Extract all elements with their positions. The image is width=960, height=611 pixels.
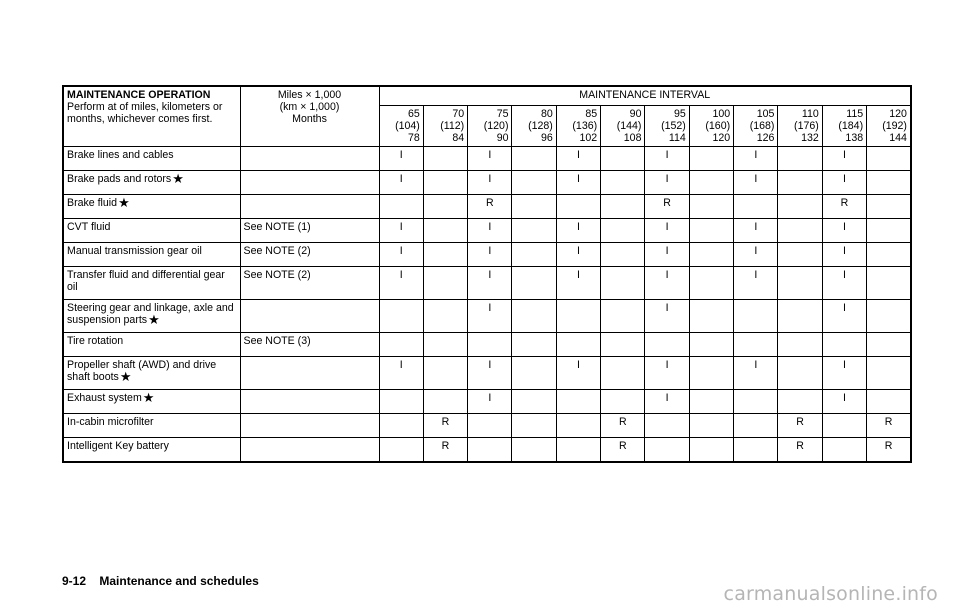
interval-cell (601, 267, 645, 300)
interval-cell: I (645, 300, 689, 333)
interval-cell: I (556, 357, 600, 390)
watermark: carmanualsonline.info (723, 583, 938, 605)
interval-cell: R (468, 195, 512, 219)
interval-cell: I (734, 147, 778, 171)
interval-months: 138 (845, 132, 864, 144)
interval-cell (601, 243, 645, 267)
interval-cell (689, 243, 733, 267)
interval-cell: I (645, 357, 689, 390)
interval-cell (778, 300, 822, 333)
interval-cell (778, 195, 822, 219)
interval-cell (556, 195, 600, 219)
interval-cell: R (423, 438, 467, 463)
interval-months: 90 (496, 132, 509, 144)
maintenance-item (63, 171, 240, 195)
interval-months: 114 (668, 132, 686, 144)
interval-cell: I (468, 171, 512, 195)
interval-cell: I (822, 219, 866, 243)
interval-header-cell (556, 106, 600, 147)
maintenance-operation-desc-line-1: Perform at of miles, kilometers or (67, 101, 223, 113)
interval-cell (689, 195, 733, 219)
interval-cell (867, 390, 911, 414)
interval-cell (556, 390, 600, 414)
interval-months: 120 (712, 132, 731, 144)
interval-cell (734, 195, 778, 219)
interval-cell: I (379, 357, 423, 390)
table-row (63, 300, 911, 333)
interval-cell: I (645, 243, 689, 267)
interval-header-cell (822, 106, 866, 147)
interval-cell (822, 333, 866, 357)
interval-header-cell (468, 106, 512, 147)
interval-cell: I (379, 147, 423, 171)
interval-cell (822, 438, 866, 463)
table-row (63, 438, 911, 463)
interval-cell (689, 171, 733, 195)
interval-cell (423, 390, 467, 414)
interval-cell (867, 147, 911, 171)
maintenance-item (63, 357, 240, 390)
interval-cell (601, 333, 645, 357)
interval-cell (423, 171, 467, 195)
interval-cell (556, 333, 600, 357)
interval-cell (867, 267, 911, 300)
interval-cell: I (468, 357, 512, 390)
star-icon: ★ (148, 312, 160, 327)
table-row (63, 171, 911, 195)
interval-cell (689, 219, 733, 243)
section-title: Maintenance and schedules (99, 574, 259, 588)
interval-cell (512, 333, 556, 357)
maintenance-note: See NOTE (2) (240, 267, 379, 300)
interval-months: 102 (579, 132, 598, 144)
maintenance-item (63, 267, 240, 300)
interval-cell (867, 333, 911, 357)
interval-km: (128) (528, 120, 553, 132)
maintenance-item (63, 438, 240, 463)
interval-cell: I (645, 390, 689, 414)
interval-cell (601, 219, 645, 243)
interval-cell (867, 171, 911, 195)
interval-months: 144 (889, 132, 907, 144)
interval-cell (601, 171, 645, 195)
interval-km: (120) (483, 120, 509, 132)
interval-header-cell (734, 106, 778, 147)
interval-cell (556, 438, 600, 463)
maintenance-item-label: Manual transmission gear oil (67, 245, 202, 257)
interval-cell (734, 438, 778, 463)
interval-cell (423, 267, 467, 300)
interval-miles: 75 (496, 108, 509, 120)
interval-header-cell (645, 106, 689, 147)
maintenance-item-label: Steering gear and linkage, axle and suspension parts (67, 302, 234, 326)
interval-cell (601, 390, 645, 414)
interval-miles: 65 (408, 108, 420, 120)
interval-cell: I (468, 243, 512, 267)
maintenance-note: See NOTE (2) (240, 243, 379, 267)
interval-miles: 105 (756, 108, 775, 120)
interval-km: (136) (572, 120, 598, 132)
interval-cell: R (645, 195, 689, 219)
interval-cell (689, 414, 733, 438)
maintenance-note (240, 195, 379, 219)
table-row (63, 267, 911, 300)
interval-cell (689, 438, 733, 463)
interval-cell: R (601, 438, 645, 463)
interval-header-cell (512, 106, 556, 147)
maintenance-item-label: Tire rotation (67, 335, 124, 347)
interval-cell: R (778, 438, 822, 463)
star-icon: ★ (172, 171, 184, 186)
interval-cell: R (778, 414, 822, 438)
star-icon: ★ (119, 369, 132, 384)
page-footer (62, 574, 259, 588)
interval-cell (734, 300, 778, 333)
interval-header-cell (867, 106, 911, 147)
interval-cell: I (556, 219, 600, 243)
maintenance-item-label: Brake pads and rotors (67, 173, 172, 185)
interval-cell (512, 300, 556, 333)
interval-miles: 110 (801, 108, 819, 120)
interval-cell (423, 195, 467, 219)
table-row (63, 333, 911, 357)
interval-km: (112) (440, 120, 465, 132)
interval-cell (379, 414, 423, 438)
interval-cell (423, 300, 467, 333)
maintenance-item (63, 333, 240, 357)
interval-cell (689, 267, 733, 300)
interval-cell: I (556, 171, 600, 195)
interval-cell (556, 300, 600, 333)
interval-cell (778, 357, 822, 390)
interval-cell (645, 438, 689, 463)
interval-cell (689, 390, 733, 414)
interval-months: 126 (756, 132, 775, 144)
maintenance-note (240, 171, 379, 195)
interval-cell (556, 414, 600, 438)
star-icon: ★ (118, 195, 130, 210)
interval-cell: I (645, 171, 689, 195)
interval-cell (822, 414, 866, 438)
interval-cell (734, 390, 778, 414)
interval-km: (192) (882, 120, 907, 132)
interval-cell: I (645, 219, 689, 243)
interval-cell: I (468, 219, 512, 243)
interval-cell (778, 219, 822, 243)
interval-header-cell (689, 106, 733, 147)
maintenance-note: See NOTE (3) (240, 333, 379, 357)
interval-miles: 80 (541, 108, 553, 120)
interval-cell: I (556, 243, 600, 267)
interval-cell: I (734, 357, 778, 390)
interval-cell (778, 243, 822, 267)
table-row (63, 219, 911, 243)
interval-cell (379, 390, 423, 414)
interval-cell: I (379, 219, 423, 243)
interval-cell (778, 171, 822, 195)
interval-cell: I (468, 147, 512, 171)
maintenance-item-label: Intelligent Key battery (67, 440, 169, 452)
maintenance-item (63, 195, 240, 219)
maintenance-item-label: Exhaust system (67, 392, 142, 404)
maintenance-item (63, 147, 240, 171)
maintenance-operation-title: MAINTENANCE OPERATION (67, 89, 211, 101)
maintenance-note (240, 414, 379, 438)
maintenance-interval-header: MAINTENANCE INTERVAL (379, 86, 911, 106)
interval-cell (512, 219, 556, 243)
interval-header-cell (778, 106, 822, 147)
interval-cell: I (379, 267, 423, 300)
maintenance-table (62, 85, 912, 463)
interval-cell: R (601, 414, 645, 438)
interval-cell: R (822, 195, 866, 219)
interval-cell (512, 147, 556, 171)
interval-cell: I (468, 267, 512, 300)
interval-cell: I (556, 147, 600, 171)
interval-cell (512, 195, 556, 219)
interval-cell: I (379, 171, 423, 195)
interval-cell (423, 333, 467, 357)
maintenance-note (240, 357, 379, 390)
page-number: 9-12 (62, 574, 87, 588)
interval-cell (512, 414, 556, 438)
table-row (63, 243, 911, 267)
interval-cell (512, 438, 556, 463)
maintenance-item-label: Propeller shaft (AWD) and drive shaft boots (67, 359, 217, 383)
interval-cell (867, 300, 911, 333)
interval-cell (512, 357, 556, 390)
interval-cell (601, 195, 645, 219)
maintenance-item (63, 243, 240, 267)
interval-cell: I (468, 390, 512, 414)
maintenance-item-label: Brake lines and cables (67, 149, 174, 161)
interval-months: 78 (408, 132, 420, 144)
star-icon: ★ (142, 390, 155, 405)
interval-cell (867, 195, 911, 219)
interval-cell: I (822, 147, 866, 171)
table-row (63, 390, 911, 414)
interval-cell: I (822, 171, 866, 195)
interval-cell (645, 333, 689, 357)
maintenance-note (240, 147, 379, 171)
interval-cell (423, 147, 467, 171)
interval-miles: 115 (846, 108, 864, 120)
interval-cell (867, 357, 911, 390)
interval-miles: 120 (889, 108, 907, 120)
maintenance-item (63, 390, 240, 414)
interval-cell (778, 267, 822, 300)
interval-cell (734, 333, 778, 357)
interval-cell: I (379, 243, 423, 267)
maintenance-operation-desc-line-2: months, whichever comes first. (67, 113, 213, 125)
maintenance-operation-header (63, 86, 240, 147)
interval-cell (601, 147, 645, 171)
interval-cell (423, 219, 467, 243)
interval-cell (734, 414, 778, 438)
interval-months: 84 (452, 132, 465, 144)
interval-cell (423, 243, 467, 267)
interval-cell (867, 219, 911, 243)
interval-cell (379, 438, 423, 463)
interval-km: (104) (395, 120, 420, 132)
interval-cell: I (556, 267, 600, 300)
interval-cell: R (423, 414, 467, 438)
interval-header-cell (423, 106, 467, 147)
interval-miles: 90 (629, 108, 642, 120)
maintenance-item (63, 219, 240, 243)
maintenance-item-label: Brake fluid (67, 197, 118, 209)
interval-cell (468, 414, 512, 438)
interval-cell (689, 333, 733, 357)
interval-cell: I (645, 147, 689, 171)
interval-cell (778, 333, 822, 357)
interval-cell (601, 357, 645, 390)
interval-cell (423, 357, 467, 390)
unit-miles: Miles × 1,000 (277, 89, 342, 101)
interval-months: 96 (541, 132, 553, 144)
table-row (63, 147, 911, 171)
interval-header-cell (379, 106, 423, 147)
interval-km: (176) (794, 120, 819, 132)
interval-unit-header (240, 86, 379, 147)
interval-cell: I (734, 243, 778, 267)
interval-cell: I (734, 219, 778, 243)
interval-miles: 85 (585, 108, 598, 120)
unit-km: (km × 1,000) (279, 101, 340, 113)
interval-cell: I (822, 300, 866, 333)
interval-cell (778, 390, 822, 414)
interval-cell: I (822, 357, 866, 390)
interval-header-cell (601, 106, 645, 147)
maintenance-item (63, 414, 240, 438)
interval-cell: I (734, 171, 778, 195)
maintenance-note (240, 390, 379, 414)
maintenance-note (240, 438, 379, 463)
interval-km: (168) (749, 120, 775, 132)
interval-cell (778, 147, 822, 171)
interval-cell (468, 438, 512, 463)
interval-km: (184) (838, 120, 864, 132)
header-row-top (63, 86, 911, 106)
interval-cell (379, 300, 423, 333)
interval-cell: I (822, 267, 866, 300)
interval-cell: I (822, 243, 866, 267)
maintenance-item (63, 300, 240, 333)
interval-cell (379, 333, 423, 357)
table-row (63, 357, 911, 390)
interval-cell: I (822, 390, 866, 414)
interval-cell (512, 390, 556, 414)
interval-cell (379, 195, 423, 219)
maintenance-item-label: Transfer fluid and differential gear oil (67, 269, 225, 293)
interval-months: 132 (801, 132, 819, 144)
interval-cell (867, 243, 911, 267)
interval-km: (144) (616, 120, 642, 132)
maintenance-note (240, 300, 379, 333)
table-row (63, 195, 911, 219)
interval-cell (689, 357, 733, 390)
interval-cell (512, 267, 556, 300)
interval-cell (689, 147, 733, 171)
maintenance-item-label: CVT fluid (67, 221, 111, 233)
interval-cell: I (734, 267, 778, 300)
interval-cell (512, 171, 556, 195)
interval-miles: 100 (712, 108, 731, 120)
interval-cell (645, 414, 689, 438)
interval-cell (601, 300, 645, 333)
interval-cell (689, 300, 733, 333)
interval-km: (160) (705, 120, 731, 132)
interval-cell: R (867, 438, 911, 463)
interval-cell (512, 243, 556, 267)
table-row (63, 414, 911, 438)
interval-cell: R (867, 414, 911, 438)
interval-miles: 70 (452, 108, 465, 120)
interval-cell (468, 333, 512, 357)
interval-cell: I (645, 267, 689, 300)
interval-months: 108 (623, 132, 642, 144)
maintenance-item-label: In-cabin microfilter (67, 416, 154, 428)
interval-km: (152) (661, 120, 686, 132)
interval-miles: 95 (674, 108, 686, 120)
interval-cell: I (468, 300, 512, 333)
unit-months: Months (292, 113, 327, 125)
maintenance-note: See NOTE (1) (240, 219, 379, 243)
